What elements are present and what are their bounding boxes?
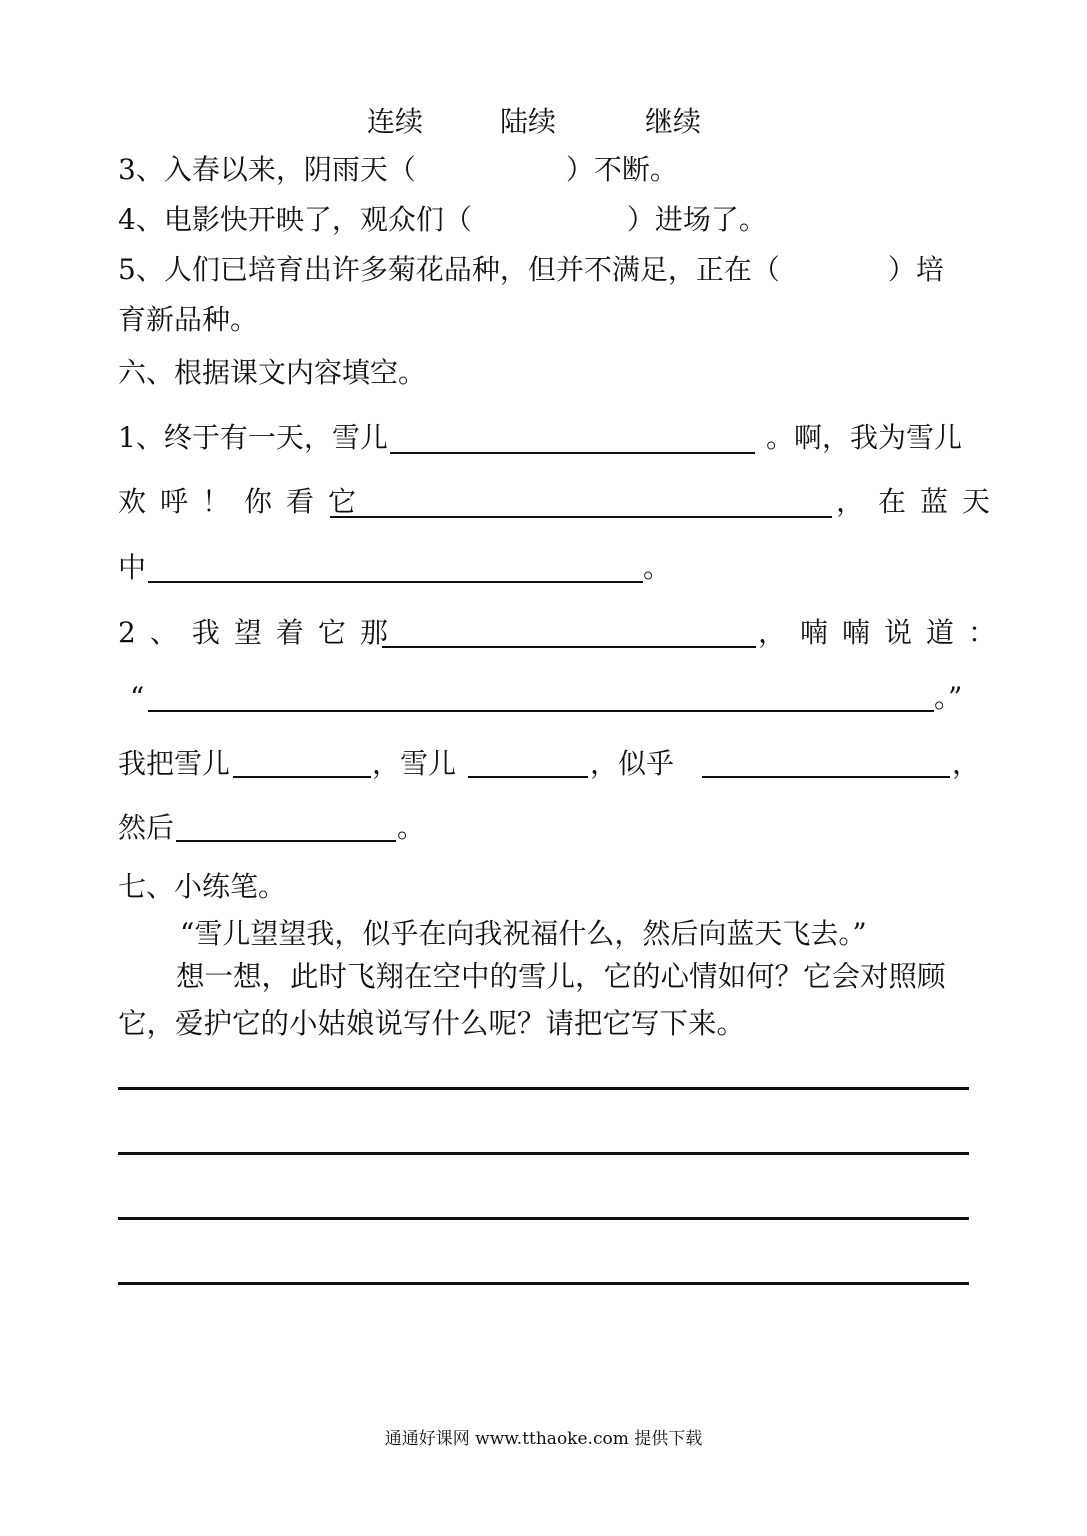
word-choice-luxu: 陆续 bbox=[500, 105, 557, 138]
question-3 bbox=[118, 150, 678, 190]
q6-1-e: 中 bbox=[118, 551, 147, 584]
section-7-quote: “雪儿望望我，似乎在向我祝福什么，然后向蓝天飞去。” bbox=[180, 917, 867, 950]
q6-1-f: 。 bbox=[643, 551, 672, 584]
fill-line-6-2-c[interactable] bbox=[233, 776, 371, 778]
section-6-title: 六、根据课文内容填空。 bbox=[118, 356, 427, 389]
writing-line-4[interactable] bbox=[118, 1282, 969, 1285]
fill-line-6-2-b[interactable] bbox=[148, 710, 934, 712]
q6-2-a: 2、我望着它那 bbox=[118, 616, 402, 649]
writing-line-1[interactable] bbox=[118, 1087, 969, 1090]
word-choice-jixu: 继续 bbox=[645, 105, 702, 138]
q6-1-a: 1、终于有一天，雪儿 bbox=[118, 421, 388, 454]
question-4-after: ）进场了。 bbox=[626, 203, 767, 236]
q6-2-f2: 。 bbox=[397, 811, 426, 844]
fill-line-6-1-c[interactable] bbox=[148, 581, 643, 583]
q6-2-e2: ，雪儿 bbox=[372, 747, 457, 780]
question-3-after: ）不断。 bbox=[565, 153, 678, 186]
writing-line-2[interactable] bbox=[118, 1152, 969, 1155]
q6-1-d: ，在蓝天 bbox=[836, 485, 1005, 518]
q6-2-e1: 我把雪儿 bbox=[118, 747, 231, 780]
word-choice-lianxu: 连续 bbox=[367, 105, 424, 138]
writing-line-3[interactable] bbox=[118, 1217, 969, 1220]
q6-1-c: 欢呼！你看它 bbox=[118, 485, 371, 518]
question-5-cont: 育新品种。 bbox=[118, 303, 259, 336]
section-7-prompt-1: 想一想，此时飞翔在空中的雪儿，它的心情如何？它会对照顾 bbox=[176, 960, 946, 993]
question-3-before: 3、入春以来，阴雨天（ bbox=[118, 153, 416, 186]
q6-2-b: ，喃喃说道： bbox=[758, 616, 1011, 649]
question-4 bbox=[118, 200, 767, 240]
question-4-before: 4、电影快开映了，观众们（ bbox=[118, 203, 472, 236]
fill-line-6-1-a[interactable] bbox=[390, 452, 755, 454]
q6-2-d: 。” bbox=[934, 681, 963, 714]
section-7-title: 七、小练笔。 bbox=[118, 870, 287, 903]
question-5-after: ）培 bbox=[887, 253, 944, 286]
fill-line-6-1-b[interactable] bbox=[330, 516, 832, 518]
fill-line-6-2-a[interactable] bbox=[382, 646, 756, 648]
question-5 bbox=[118, 250, 944, 290]
question-5-before: 5、人们已培育出许多菊花品种，但并不满足，正在（ bbox=[118, 253, 780, 286]
fill-line-6-2-e[interactable] bbox=[702, 776, 950, 778]
section-7-prompt-2: 它，爱护它的小姑娘说写什么呢？请把它写下来。 bbox=[118, 1007, 746, 1040]
q6-2-f1: 然后 bbox=[118, 811, 175, 844]
footer-credit: 通通好课网 www.tthaoke.com 提供下载 bbox=[384, 1429, 703, 1449]
fill-line-6-2-d[interactable] bbox=[468, 776, 588, 778]
q6-2-e3: ，似乎 bbox=[590, 747, 675, 780]
q6-2-c: “ bbox=[130, 681, 145, 714]
q6-2-e4: ， bbox=[952, 747, 981, 780]
q6-1-b: 。啊，我为雪儿 bbox=[766, 421, 963, 454]
fill-line-6-2-f[interactable] bbox=[176, 840, 396, 842]
